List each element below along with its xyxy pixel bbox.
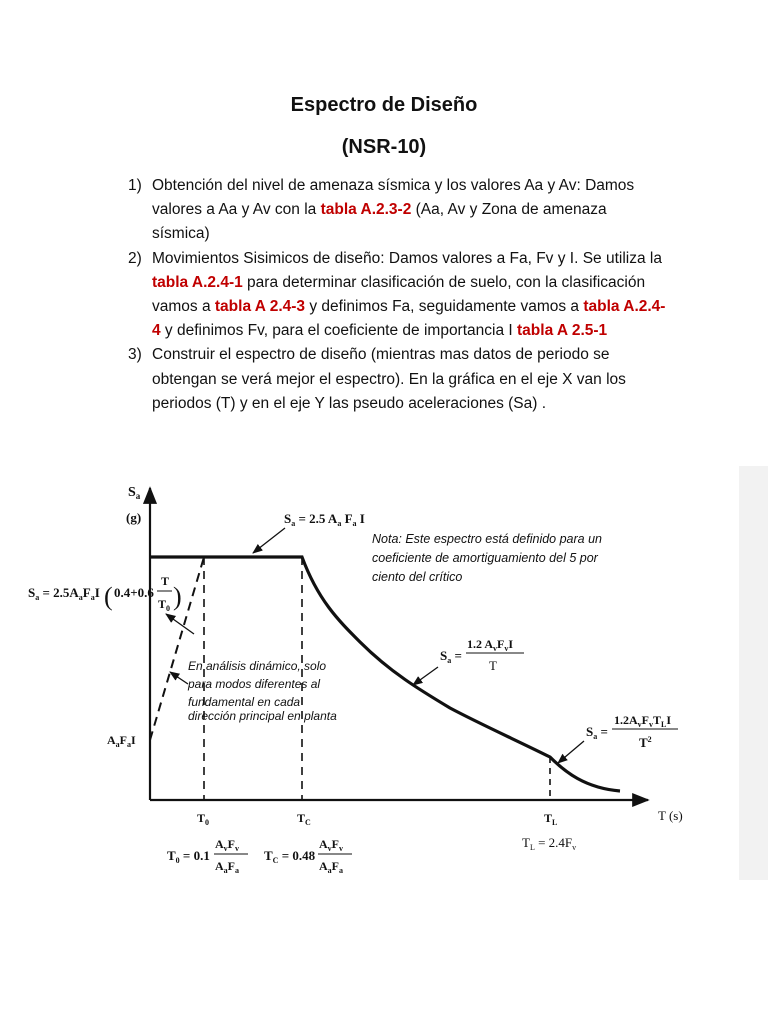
- step-text: y definimos Fv, para el coeficiente de importancia I: [160, 322, 518, 340]
- table-reference: tabla A 2.4-3: [214, 298, 306, 316]
- descend-formula: [440, 637, 524, 673]
- svg-text:1.2 AvFvI: 1.2 $A_vF_vI$: [467, 637, 514, 653]
- svg-text:T2: $T^2$: [639, 735, 652, 750]
- svg-text:0.4+0.6: 0.4+0.6: [114, 585, 154, 600]
- step-text: Construir el espectro de diseño (mientras mas datos de periodo se obtengan se verá mejor el espectro). En la gráfica en el eje X van los periodos (T) y en el eje Y las pseudo aceleraciones (Sa) .: [152, 346, 626, 412]
- dynamic-analysis-note: En análisis dinámico, solo para modos diferentes al fundamental en cada dirección principal en planta: [188, 659, 337, 723]
- step-number: 3): [128, 346, 142, 364]
- svg-text:TC = 0.48: $T_C = 0.48$: [264, 848, 316, 865]
- step-number: 1): [128, 177, 142, 194]
- page-subtitle: (NSR-10): [341, 136, 427, 158]
- plateau-formula: $S_a = 2.5$ $A_a$ $F_a$ I: [284, 511, 365, 528]
- svg-text:(: (: [104, 582, 113, 611]
- tick-tc: $T_C$: [297, 811, 311, 827]
- page-title: Espectro de Diseño: [290, 94, 478, 116]
- svg-text:AvFv: $A_vF_v$: [319, 837, 344, 853]
- long-period-formula: [586, 713, 678, 750]
- descend-arrow: [413, 667, 438, 685]
- svg-text:AaFa: $A_aF_a$: [319, 859, 344, 875]
- tick-t0: $T_0$: [197, 811, 210, 827]
- step-text: para determinar clasificación de suelo, con la clasificación vamos a: [152, 273, 646, 316]
- svg-text:AvFv: $A_vF_v$: [215, 837, 240, 853]
- svg-text:AaFa: $A_aF_a$: [215, 859, 240, 875]
- ramp-formula: [28, 574, 182, 613]
- svg-text:): ): [173, 582, 182, 611]
- svg-text:T: T: [161, 574, 170, 588]
- step-text: Movimientos Sisimicos de diseño: Damos valores a Fa, Fv y I. Se utiliza la: [152, 249, 662, 267]
- table-reference: tabla A.2.3-2: [320, 201, 412, 219]
- svg-text:T: T: [489, 658, 497, 673]
- svg-text:T0 = 0.1: $T_0 = 0.1$: [167, 848, 210, 865]
- tl-definition: $T_L = 2.4F_v$: [522, 835, 577, 852]
- table-reference: tabla A.2.4-4: [152, 298, 666, 340]
- spectrum-curve: [150, 557, 620, 791]
- svg-text:1.2AvFvTLI: $1.2A_vF_vT_LI$: [614, 713, 672, 729]
- svg-text:Sa =: $S_a$ =: [586, 724, 608, 741]
- x-axis-label: T (s): [658, 808, 683, 823]
- damping-note: Nota: Este espectro está definido para un coeficiente de amortiguamiento del 5 por ciento del crítico: [372, 532, 603, 584]
- y-axis-symbol: $S_a$: [128, 485, 141, 501]
- dynamic-note-arrow: [170, 672, 188, 684]
- step-text: (Aa, Av y Zona de amenaza sísmica): [152, 201, 607, 243]
- y-intercept-label: $A_aF_aI$: [107, 733, 136, 749]
- table-reference: tabla A.2.4-1: [152, 273, 243, 291]
- tc-definition: [264, 837, 352, 875]
- long-period-arrow: [558, 741, 584, 763]
- step-text: y definimos Fa, seguidamente vamos a: [305, 298, 584, 316]
- tick-tl: $T_L$: [544, 811, 558, 827]
- svg-text:Sa =: $S_a$ =: [440, 648, 462, 665]
- ramp-formula-arrow: [166, 614, 194, 634]
- step-text: Obtención del nivel de amenaza sísmica y los valores Aa y Av: Damos valores a Aa y Av con la: [152, 177, 635, 219]
- svg-text:Sa = 2.5AaFaI: $S_a = 2.5A_aF_aI$: [28, 585, 100, 602]
- plateau-arrow: [253, 528, 285, 553]
- t0-definition: [167, 837, 248, 875]
- step-number: 2): [128, 249, 142, 267]
- svg-text:T0: $T_0$: [158, 597, 171, 613]
- table-reference: tabla A 2.5-1: [517, 322, 608, 340]
- y-axis-unit: (g): [126, 510, 142, 525]
